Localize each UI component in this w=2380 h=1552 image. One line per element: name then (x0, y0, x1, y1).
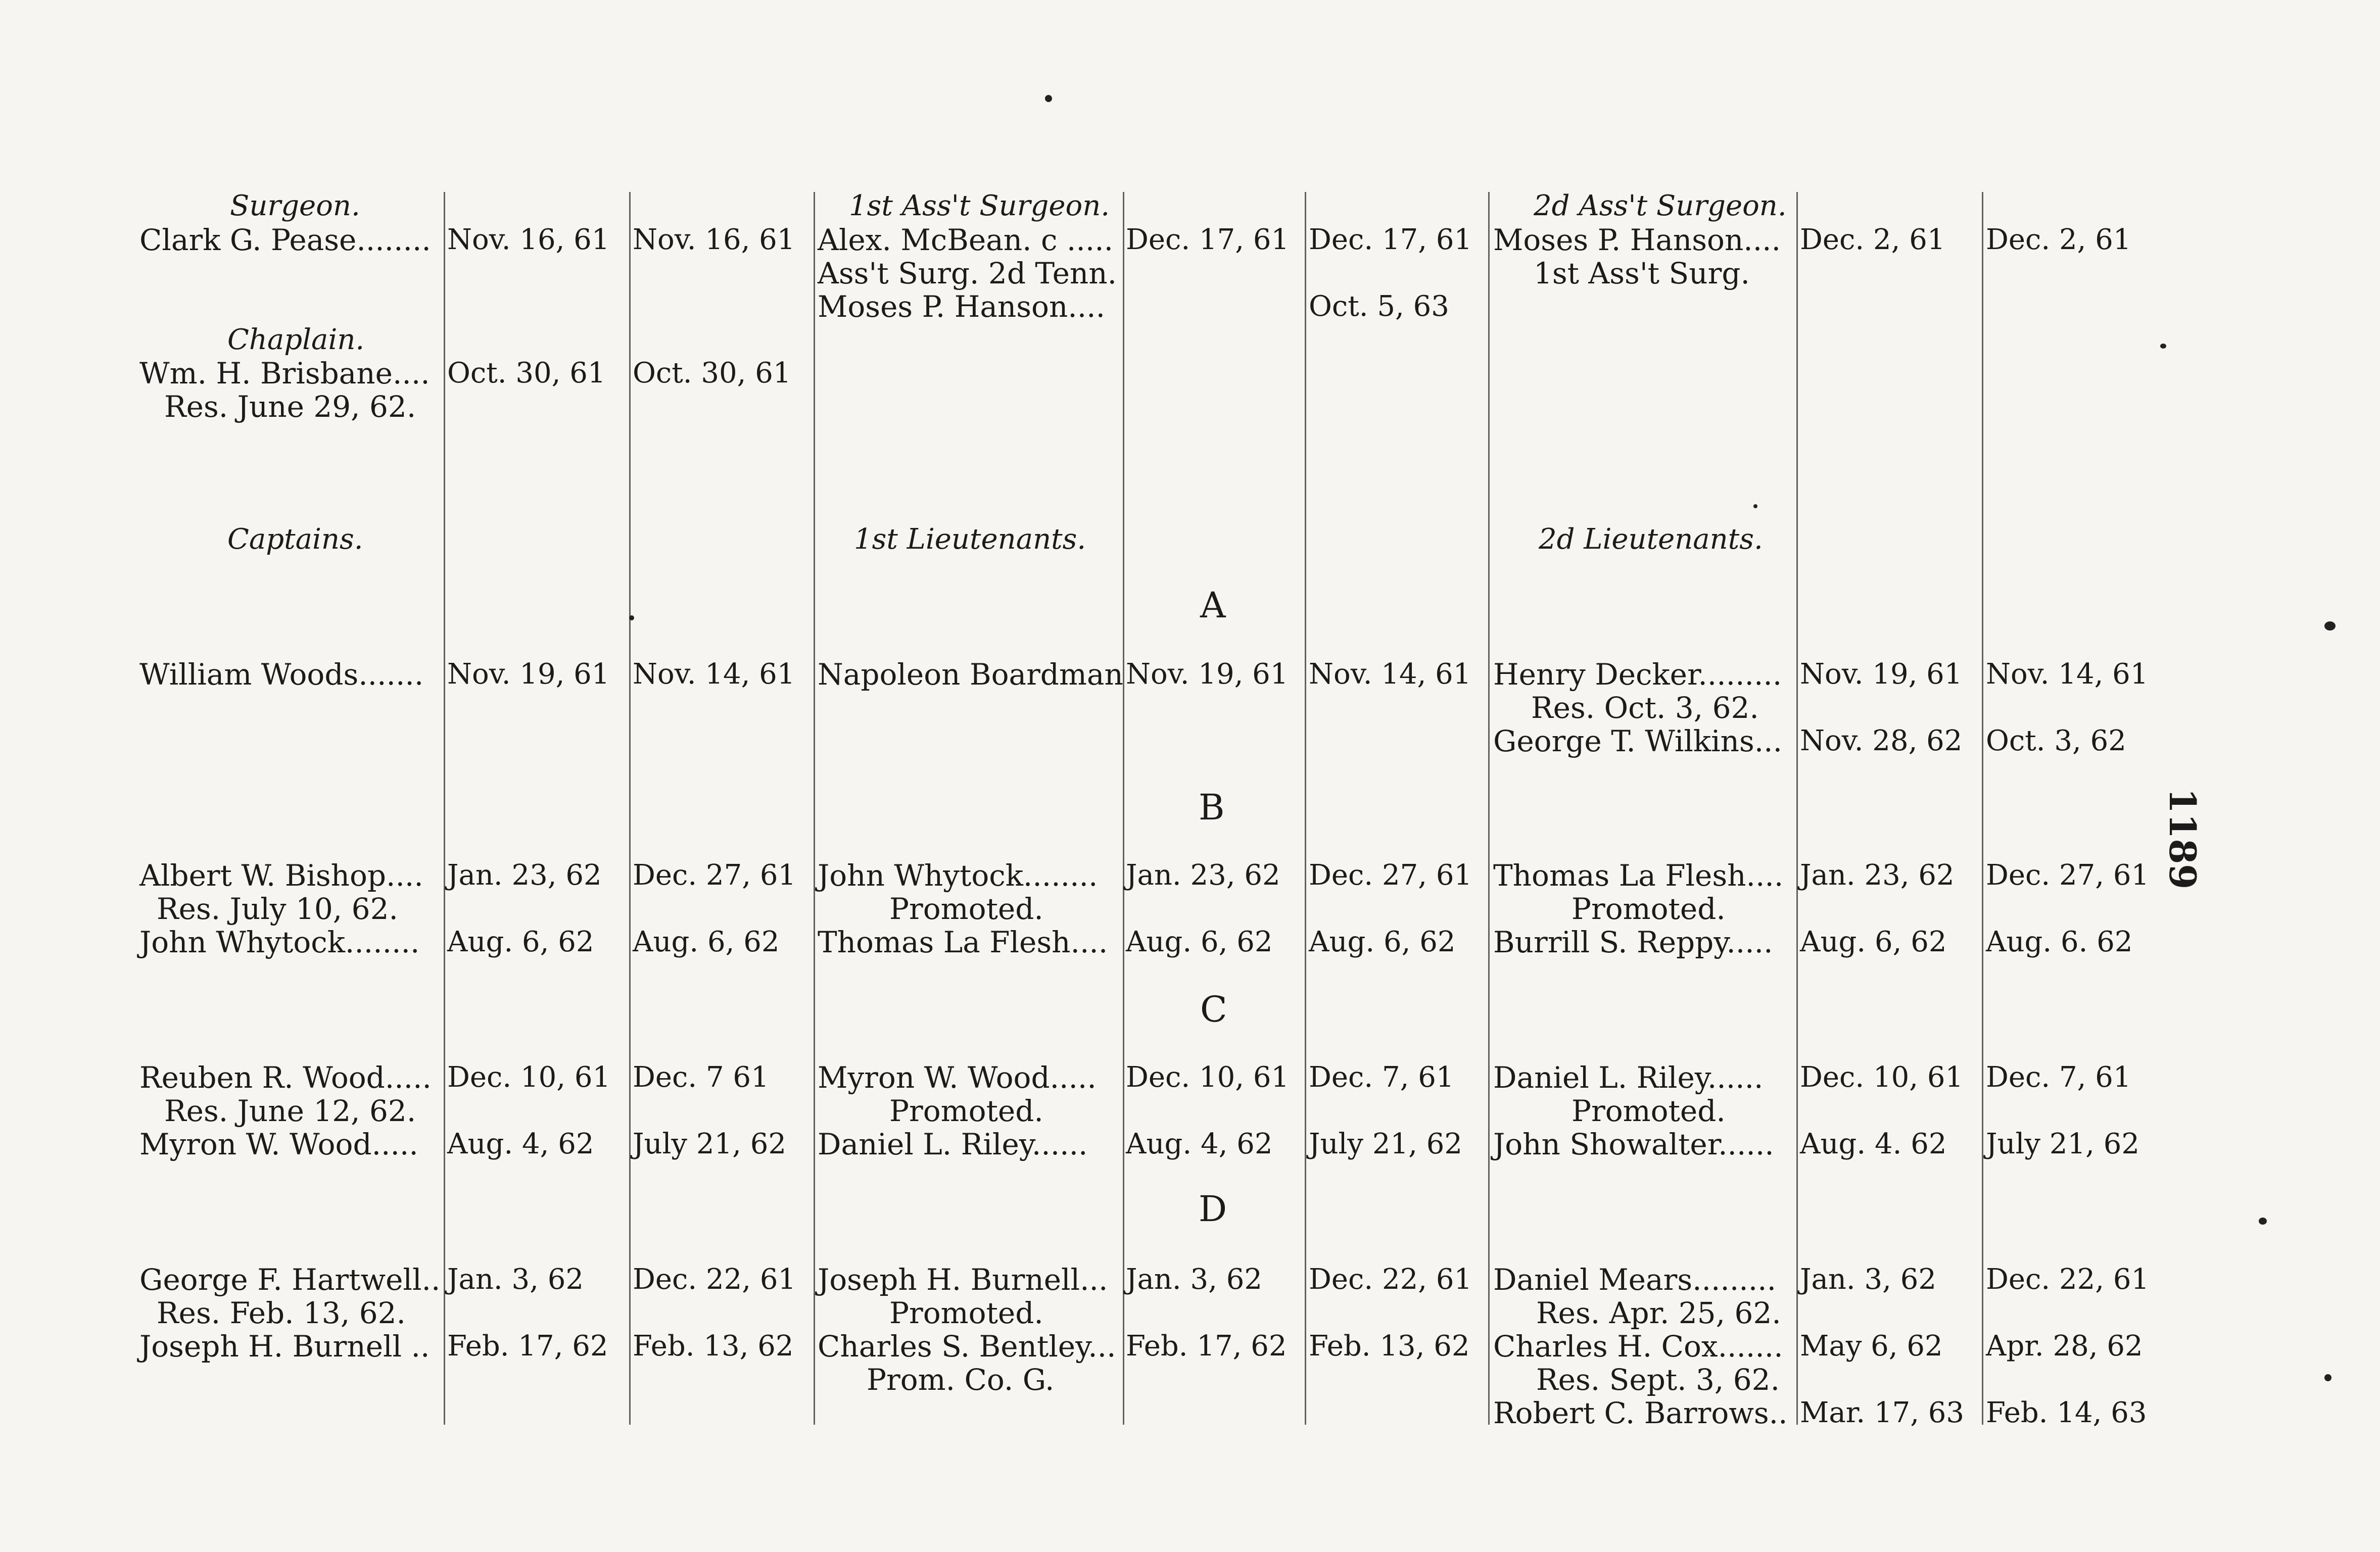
ink-speck (2160, 344, 2166, 349)
column-rule (444, 192, 445, 1425)
commission-date: Aug. 4. 62 (1800, 1128, 1947, 1160)
column-rule (1123, 192, 1124, 1425)
ink-speck (2324, 1374, 2331, 1381)
roster-note: Res. Apr. 25, 62. (1536, 1296, 1781, 1330)
rank-date: Dec. 7 61 (633, 1061, 769, 1094)
rank-date: July 21, 62 (1309, 1128, 1462, 1160)
column-rule (1982, 192, 1983, 1425)
column-rule (1488, 192, 1490, 1425)
commission-date: Dec. 10, 61 (1126, 1061, 1290, 1094)
commission-date: Jan. 3, 62 (1800, 1263, 1936, 1296)
roster-name: Clark G. Pease........ (139, 223, 431, 257)
commission-date: Dec. 17, 61 (1126, 223, 1290, 256)
roster-name: Thomas La Flesh.... (818, 925, 1108, 959)
roster-name: John Whytock........ (818, 858, 1098, 893)
rank-date: Oct. 3, 62 (1986, 724, 2126, 757)
chaplain-header: Chaplain. (227, 323, 365, 356)
rank-date: Feb. 13, 62 (633, 1330, 794, 1363)
roster-name: Daniel L. Riley...... (818, 1127, 1088, 1161)
commission-date: Nov. 28, 62 (1800, 724, 1963, 757)
commission-date: May 6, 62 (1800, 1330, 1943, 1363)
roster-name: Myron W. Wood..... (818, 1060, 1097, 1095)
roster-note: Res. June 12, 62. (164, 1094, 416, 1128)
roster-note: Res. Sept. 3, 62. (1536, 1363, 1780, 1397)
commission-date: Jan. 23, 62 (1126, 859, 1280, 892)
commission-date: Jan. 23, 62 (1800, 859, 1955, 892)
rank-date: Dec. 17, 61 (1309, 223, 1472, 256)
rank-date: July 21, 62 (633, 1128, 786, 1160)
commission-date: Dec. 10, 61 (447, 1061, 611, 1094)
column-rule (629, 192, 631, 1425)
second-asst-surgeon-header: 2d Ass't Surgeon. (1534, 189, 1787, 222)
ink-speck (2259, 1218, 2267, 1225)
roster-name: Albert W. Bishop.... (139, 858, 423, 893)
rank-date: Oct. 30, 61 (633, 357, 791, 390)
rank-date: Nov. 14, 61 (1309, 658, 1471, 691)
rank-date: Dec. 27, 61 (1986, 859, 2150, 892)
rank-date: July 21, 62 (1986, 1128, 2139, 1160)
roster-name: Charles H. Cox....... (1493, 1329, 1783, 1364)
roster-name: Moses P. Hanson.... (1493, 223, 1781, 257)
captains-header: Captains. (227, 523, 363, 556)
commission-date: Dec. 2, 61 (1800, 223, 1945, 256)
company-letter: A (1200, 585, 1226, 626)
column-rule (1305, 192, 1306, 1425)
roster-name: Joseph H. Burnell... (818, 1263, 1108, 1297)
rank-date: Aug. 6, 62 (1309, 926, 1456, 958)
roster-name: William Woods....... (139, 657, 424, 692)
commission-date: Nov. 19, 61 (1126, 658, 1289, 691)
roster-name: Robert C. Barrows.. (1493, 1396, 1788, 1430)
roster-note: Res. Feb. 13, 62. (157, 1296, 406, 1330)
roster-name: John Whytock........ (139, 925, 420, 959)
first-asst-surgeon-header: 1st Ass't Surgeon. (849, 189, 1110, 222)
roster-note: Promoted. (1572, 1094, 1726, 1128)
commission-date: Oct. 30, 61 (447, 357, 606, 390)
commission-date: Aug. 6, 62 (1126, 926, 1273, 958)
rank-date: Dec. 7, 61 (1309, 1061, 1454, 1094)
company-letter: C (1200, 989, 1227, 1030)
roster-name: Myron W. Wood..... (139, 1127, 418, 1161)
company-letter: B (1199, 787, 1225, 828)
roster-name: Daniel Mears......... (1493, 1263, 1777, 1297)
rank-date: Dec. 27, 61 (1309, 859, 1472, 892)
roster-note: Promoted. (889, 1094, 1043, 1128)
roster-name: Joseph H. Burnell .. (139, 1329, 430, 1364)
roster-name: Burrill S. Reppy..... (1493, 925, 1773, 959)
rank-date: Dec. 7, 61 (1986, 1061, 2131, 1094)
rank-date: Dec. 27, 61 (633, 859, 796, 892)
roster-note: Promoted. (889, 1296, 1043, 1330)
roster-note: Promoted. (1572, 892, 1726, 926)
roster-note: Promoted. (889, 892, 1043, 926)
rank-date: Dec. 22, 61 (1986, 1263, 2150, 1296)
rank-date: Aug. 6, 62 (633, 926, 780, 958)
rank-date: Apr. 28, 62 (1986, 1330, 2143, 1363)
roster-name: John Showalter...... (1493, 1127, 1774, 1161)
commission-date: Nov. 19, 61 (1800, 658, 1963, 691)
rank-date: Nov. 14, 61 (633, 658, 795, 691)
roster-note: Ass't Surg. 2d Tenn. (818, 256, 1117, 290)
roster-name: Thomas La Flesh.... (1493, 858, 1784, 893)
ink-speck (1753, 504, 1757, 508)
rank-date: Feb. 14, 63 (1986, 1396, 2147, 1429)
roster-name: Charles S. Bentley... (818, 1329, 1116, 1364)
commission-date: Aug. 4, 62 (447, 1128, 594, 1160)
commission-date: Mar. 17, 63 (1800, 1396, 1965, 1429)
rank-date: Oct. 5, 63 (1309, 290, 1449, 323)
rank-date: Feb. 13, 62 (1309, 1330, 1470, 1363)
roster-note: 1st Ass't Surg. (1534, 256, 1750, 290)
company-letter: D (1199, 1188, 1227, 1230)
rank-date: Dec. 22, 61 (633, 1263, 796, 1296)
commission-date: Jan. 3, 62 (1126, 1263, 1262, 1296)
roster-note: Res. June 29, 62. (164, 390, 416, 424)
roster-name: George T. Wilkins... (1493, 724, 1783, 758)
page-number: 1189 (2161, 788, 2204, 890)
roster-name: Wm. H. Brisbane.... (139, 356, 430, 391)
commission-date: Jan. 23, 62 (447, 859, 602, 892)
roster-name: Alex. McBean. c ..... (818, 223, 1114, 257)
column-rule (1796, 192, 1798, 1425)
commission-date: Nov. 19, 61 (447, 658, 610, 691)
roster-name: Moses P. Hanson.... (818, 289, 1106, 324)
column-rule (814, 192, 815, 1425)
rank-date: Nov. 16, 61 (633, 223, 795, 256)
ink-speck (2324, 621, 2336, 630)
commission-date: Aug. 6, 62 (1800, 926, 1947, 958)
roster-name: Reuben R. Wood..... (139, 1060, 432, 1095)
first-lieutenants-header: 1st Lieutenants. (854, 523, 1086, 556)
commission-date: Feb. 17, 62 (1126, 1330, 1287, 1363)
roster-note: Prom. Co. G. (867, 1363, 1055, 1397)
roster-name: Henry Decker......... (1493, 657, 1782, 692)
roster-name: Daniel L. Riley...... (1493, 1060, 1764, 1095)
second-lieutenants-header: 2d Lieutenants. (1539, 523, 1763, 556)
commission-date: Aug. 4, 62 (1126, 1128, 1273, 1160)
roster-note: Res. Oct. 3, 62. (1531, 691, 1759, 725)
ink-speck (1045, 95, 1052, 102)
rank-date: Nov. 14, 61 (1986, 658, 2149, 691)
commission-date: Feb. 17, 62 (447, 1330, 608, 1363)
rank-date: Aug. 6. 62 (1986, 926, 2133, 958)
ink-speck (629, 615, 634, 620)
commission-date: Jan. 3, 62 (447, 1263, 584, 1296)
rank-date: Dec. 2, 61 (1986, 223, 2131, 256)
rank-date: Dec. 22, 61 (1309, 1263, 1472, 1296)
commission-date: Aug. 6, 62 (447, 926, 594, 958)
surgeon-header: Surgeon. (230, 189, 360, 222)
commission-date: Dec. 10, 61 (1800, 1061, 1964, 1094)
commission-date: Nov. 16, 61 (447, 223, 610, 256)
roster-name: George F. Hartwell.. (139, 1263, 441, 1297)
roster-name: Napoleon Boardman (818, 657, 1123, 692)
roster-note: Res. July 10, 62. (157, 892, 398, 926)
